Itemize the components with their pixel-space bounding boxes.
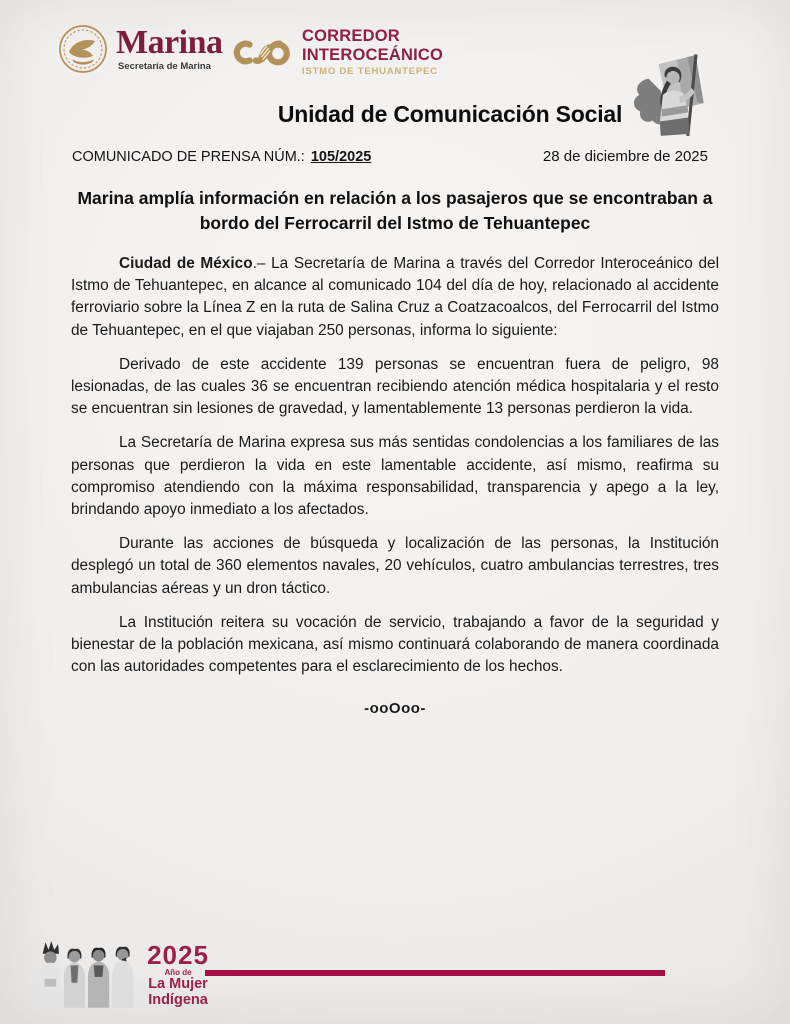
marina-wordmark: Marina bbox=[116, 24, 223, 61]
headline: Marina amplía información en relación a los pasajeros que se encontraban a bordo del Ferrocarril del Istmo de Tehuantepec bbox=[77, 188, 713, 233]
dateline: Ciudad de México bbox=[119, 255, 253, 272]
marina-logo bbox=[58, 24, 223, 74]
corredor-interoceanico-logo bbox=[231, 24, 443, 78]
paragraph-1-text: .– La Secretaría de Marina a través del Corredor Interoceánico del Istmo de Tehuantepec, en alcance al comunicado 104 del día de hoy, relacionado al accidente ferroviario sobre la Línea Z en la ruta de Salina Cruz a Coatzacoalcos, del Ferrocarril del Istmo de Tehuantepec, en el que viajaban 250 personas, informa lo siguiente: bbox=[71, 255, 719, 339]
paragraph-1 bbox=[71, 253, 719, 342]
marina-subtitle: Secretaría de Marina bbox=[118, 61, 211, 72]
mexican-eagle-seal-icon bbox=[58, 24, 108, 74]
release-label: COMUNICADO DE PRENSA NÚM.: bbox=[72, 149, 305, 165]
footer-year: 2025 bbox=[147, 940, 209, 970]
cii-line1: CORREDOR bbox=[302, 27, 400, 45]
paragraph-5: La Institución reitera su vocación de servicio, trabajando a favor de la seguridad y bienestar de la población mexicana, así mismo continuará colaborando de manera coordinada con las autoridades competentes para el esclarecimiento de los hechos. bbox=[71, 613, 719, 676]
footer-rule bbox=[205, 970, 665, 976]
release-number-line bbox=[72, 149, 371, 165]
release-date: 28 de diciembre de 2025 bbox=[542, 148, 708, 165]
indigenous-women-illustration bbox=[33, 938, 141, 1012]
cii-line2: INTEROCEÁNICO bbox=[302, 45, 444, 64]
cii-logo-text bbox=[302, 27, 443, 77]
closing-mark: -ooOoo- bbox=[364, 700, 426, 717]
release-meta bbox=[72, 148, 708, 165]
release-number: 105/2025 bbox=[310, 149, 372, 165]
footer-year-label: Año de bbox=[164, 968, 192, 977]
marina-logo-text bbox=[116, 26, 223, 72]
woman-with-flag-illustration bbox=[626, 50, 718, 142]
footer-campaign-line2: Indígena bbox=[148, 991, 208, 1008]
body-copy bbox=[71, 253, 719, 690]
page-title: Unidad de Comunicación Social bbox=[277, 101, 623, 127]
cii-line3: ISTMO DE TEHUANTEPEC bbox=[302, 66, 438, 77]
paragraph-4: Durante las acciones de búsqueda y localización de las personas, la Institución desplegó un total de 360 elementos navales, 20 vehículos, cuatro ambulancias terrestres, tres ambulancias aéreas y un dron táctico. bbox=[71, 535, 719, 597]
footer-campaign-line1: La Mujer bbox=[148, 976, 208, 992]
year-campaign-block bbox=[143, 942, 213, 1008]
cii-monogram-icon bbox=[231, 32, 293, 78]
paragraph-3: La Secretaría de Marina expresa sus más sentidas condolencias a los familiares de las personas que perdieron la vida en este lamentable accidente, así mismo, reafirma su compromiso atendiendo con la máxima responsabilidad, transparencia y apego a la ley, brindando apoyo inmediato a los afectados. bbox=[71, 434, 719, 519]
paragraph-2: Derivado de este accidente 139 personas se encuentran fuera de peligro, 98 lesionadas, de las cuales 36 se encuentran recibiendo atención médica hospitalaria y el resto se encuentran sin lesiones de gravedad, y lamentablemente 13 personas perdieron la vida. bbox=[71, 355, 719, 418]
